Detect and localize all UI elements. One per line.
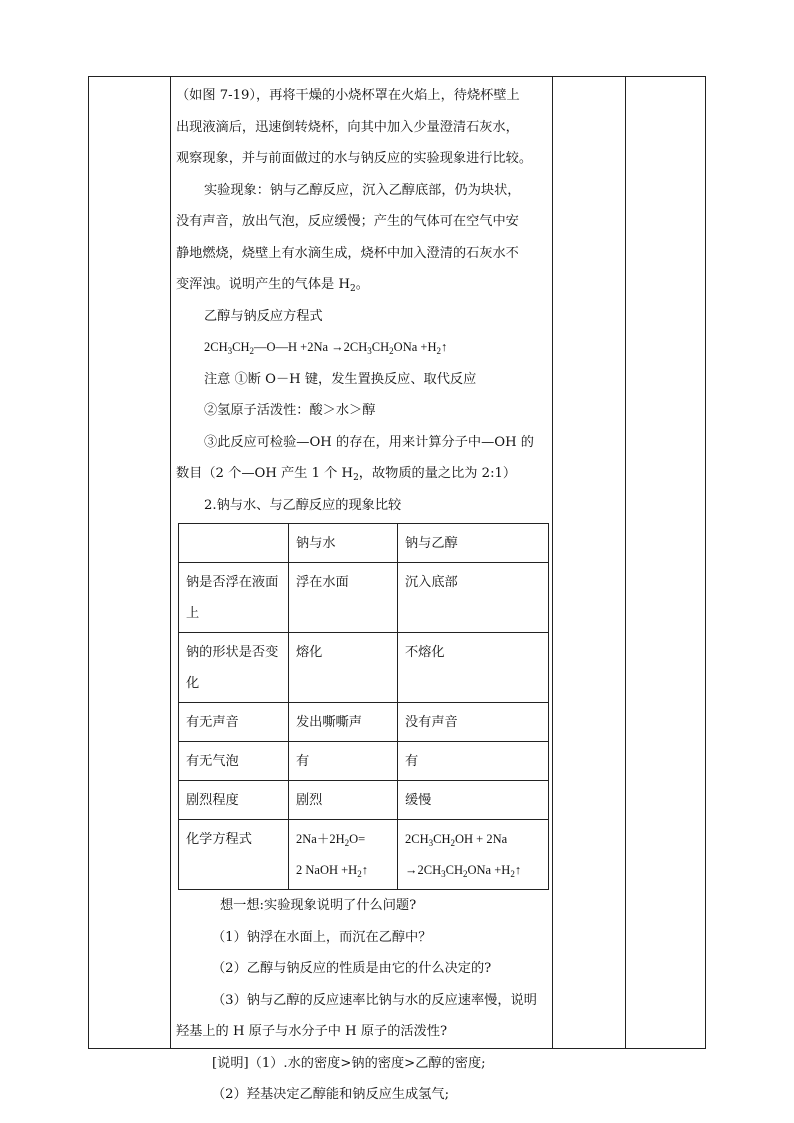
paragraph-line: 没有声音，放出气泡，反应缓慢；产生的气体可在空气中安 (176, 214, 519, 229)
table-cell: 剧烈 (289, 781, 398, 820)
comparison-table (178, 523, 549, 890)
table-cell-formula: $2Na+2H_2O=$ 2 NaOH $+H_2↑$ (289, 820, 398, 890)
paragraph-line: 变浑浊。说明产生的气体是 $H_2$。 (176, 277, 369, 294)
table-cell: 浮在水面 (289, 563, 398, 633)
note-line: ③此反应可检验—OH 的存在，用来计算分子中—OH 的 (204, 434, 534, 450)
table-row (179, 563, 549, 633)
table-cell: 没有声音 (398, 703, 549, 742)
equation: $2CH_3CH_2—O—H +2Na \to 2CH_3CH_2ONa$ $+H_2↑$ (204, 340, 448, 356)
note-line: 数目（2 个—OH 产生 1 个 $H_2$，故物质的量之比为 2:1） (176, 466, 517, 483)
answer-line: [说明]（1）.水的密度>钠的密度>乙醇的密度; (212, 1055, 486, 1071)
paragraph-line: 观察现象，并与前面做过的水与钠反应的实验现象进行比较。 (176, 151, 533, 166)
table-row (179, 633, 549, 703)
question-line: 羟基上的 H 原子与水分子中 H 原子的活泼性? (176, 1024, 448, 1039)
paragraph-line: 出现液滴后，迅速倒转烧杯，向其中加入少量澄清石灰水， (176, 119, 519, 135)
table-cell: 有无气泡 (179, 742, 289, 781)
table-cell: 有 (289, 742, 398, 781)
paragraph-line: 实验现象：钠与乙醇反应，沉入乙醇底部，仍为块状， (204, 182, 521, 198)
table-cell: 有 (398, 742, 549, 781)
table-cell: 化学方程式 (179, 820, 289, 890)
column-divider-3 (625, 76, 626, 1049)
lesson-content (176, 80, 550, 1111)
note-line: 注意 ①断 O－H 键，发生置换反应、取代反应 (204, 371, 477, 387)
question-line: （1）钠浮在水面上，而沉在乙醇中？ (212, 929, 432, 945)
table-cell: 熔化 (289, 633, 398, 703)
table-cell: 有无声音 (179, 703, 289, 742)
table-row (179, 820, 549, 890)
table-cell: 不熔化 (398, 633, 549, 703)
table-header-cell (179, 524, 289, 563)
column-divider-1 (170, 76, 171, 1049)
table-cell: 钠是否浮在液面上 (179, 563, 289, 633)
table-cell: 剧烈程度 (179, 781, 289, 820)
note-line: ②氢原子活泼性：酸＞水＞醇 (204, 403, 376, 418)
table-cell-formula: $2CH_3CH_2OH + 2Na$ $\to 2CH_3CH_2ONa$ $+H_2↑$ (398, 820, 549, 890)
table-cell: 钠的形状是否变化 (179, 633, 289, 703)
table-row (179, 703, 549, 742)
table-cell: 发出嘶嘶声 (289, 703, 398, 742)
paragraph-line: （如图 7-19），再将干燥的小烧杯罩在火焰上，待烧杯壁上 (176, 88, 520, 103)
question-line: （2）乙醇与钠反应的性质是由它的什么决定的? (212, 961, 492, 976)
answer-line: （2）羟基决定乙醇能和钠反应生成氢气; (212, 1087, 450, 1102)
table-header-cell: 钠与水 (289, 524, 398, 563)
section-heading: 2.钠与水、与乙醇反应的现象比较 (204, 497, 402, 513)
table-row (179, 742, 549, 781)
table-cell: 缓慢 (398, 781, 549, 820)
column-divider-2 (552, 76, 553, 1049)
paragraph-line: 静地燃烧，烧壁上有水滴生成，烧杯中加入澄清的石灰水不 (176, 245, 519, 261)
equation-title: 乙醇与钠反应方程式 (204, 308, 323, 324)
question-prompt: 想一想:实验现象说明了什么问题? (220, 898, 417, 913)
table-header-cell: 钠与乙醇 (398, 524, 549, 563)
question-line: （3）钠与乙醇的反应速率比钠与水的反应速率慢，说明 (212, 992, 537, 1008)
table-row (179, 781, 549, 820)
table-header-row (179, 524, 549, 563)
table-cell: 沉入底部 (398, 563, 549, 633)
